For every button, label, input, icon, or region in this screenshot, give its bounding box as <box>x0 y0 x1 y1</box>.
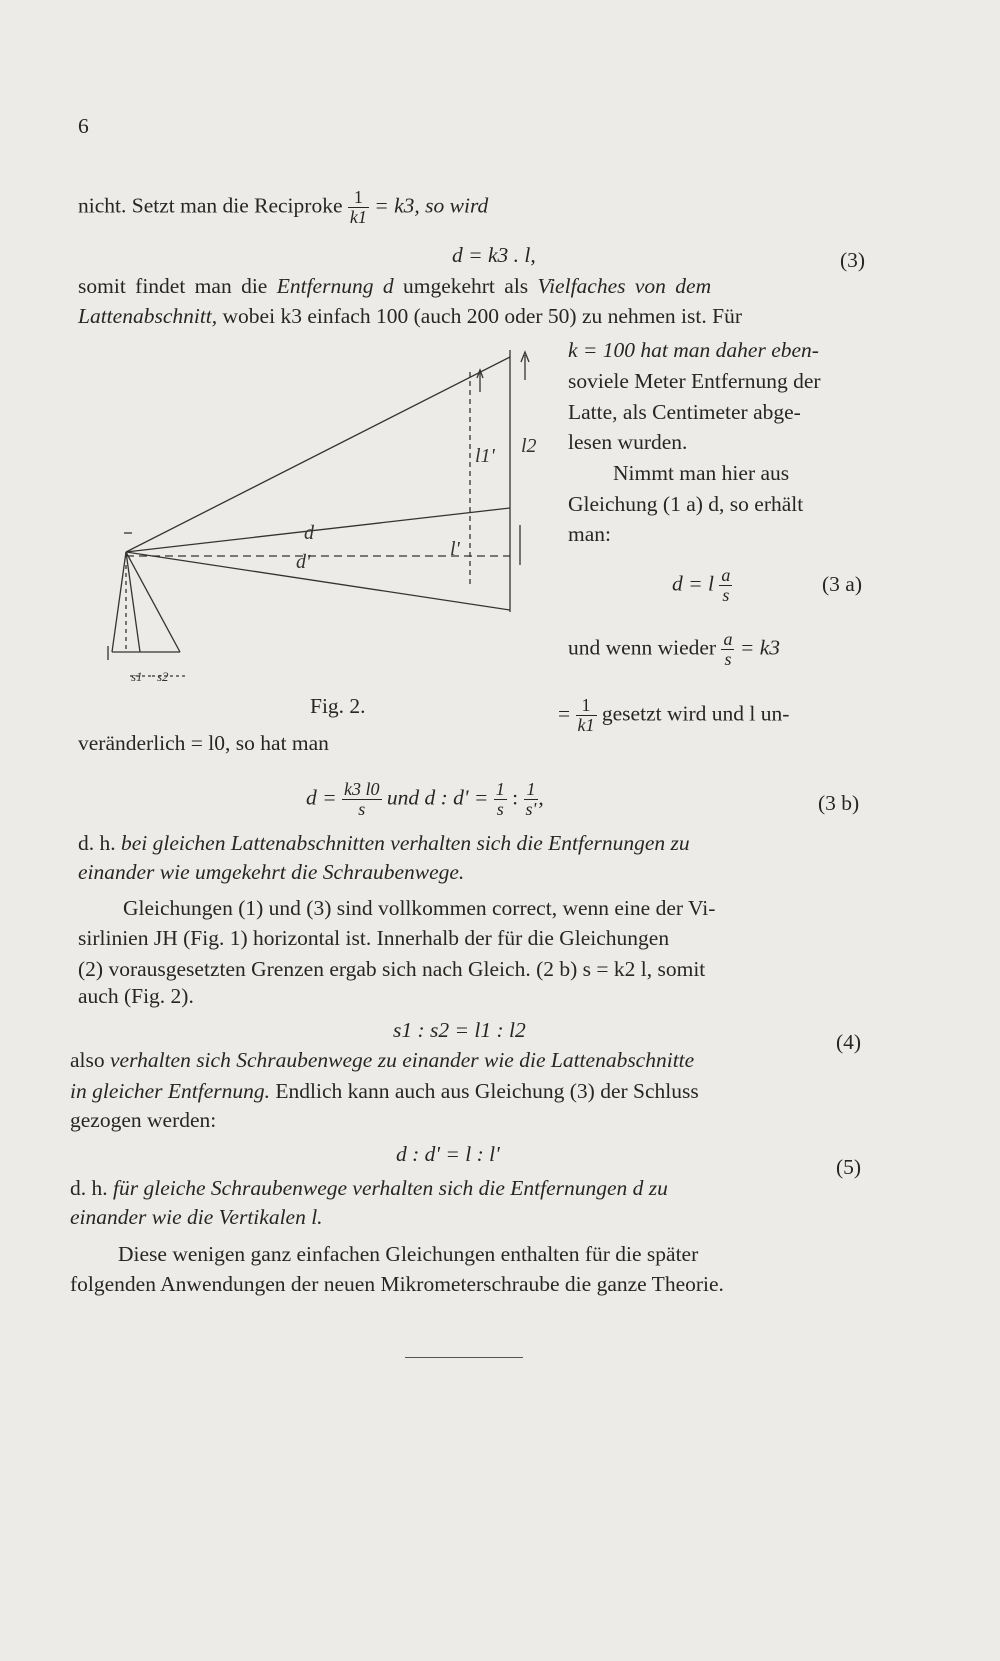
figure-label-l1-prime: l1' <box>475 445 495 467</box>
text-line-23: d. h. für gleiche Schraubenwege verhalten sich die Entfernungen d zu <box>70 1176 668 1200</box>
text-line-21: gezogen werden: <box>70 1108 217 1132</box>
right-line-5: Nimmt man hier aus <box>613 461 790 485</box>
text-line-16: (2) vorausgesetzten Grenzen ergab sich nach Gleich. (2 b) s = k2 l, somit <box>78 957 706 981</box>
figure-label-l-prime: l' <box>450 538 460 560</box>
figure-label-d: d <box>304 522 314 544</box>
closing-rule <box>405 1357 523 1358</box>
equation-4: s1 : s2 = l1 : l2 <box>393 1018 526 1042</box>
text-line-17: auch (Fig. 2). <box>78 984 194 1008</box>
text-line-4: Lattenabschnitt, wobei k3 einfach 100 (auch 200 oder 50) zu nehmen ist. Für <box>78 304 742 328</box>
equation-number-3: (3) <box>840 248 866 272</box>
equation-3a: d = l $\frac{a}{s}$ <box>672 565 731 605</box>
text-line-25: Diese wenigen ganz einfachen Gleichungen enthalten für die später <box>118 1242 699 1266</box>
figure-label-s2: s2 <box>157 669 169 684</box>
figure-caption: Fig. 2. <box>310 694 366 718</box>
text-line-24: einander wie die Vertikalen l. <box>70 1205 323 1229</box>
text-line-19: also verhalten sich Schraubenwege zu einander wie die Lattenabschnitte <box>70 1048 695 1072</box>
text-line-1: nicht. Setzt man die Reciproke $\frac{1}{k1}$ = k3, so wird <box>78 187 489 227</box>
equation-number-3a: (3 a) <box>822 572 862 596</box>
text-line-13: einander wie umgekehrt die Schraubenwege. <box>78 860 465 884</box>
fraction-reciprocal: $\frac{1}{k1}$ <box>349 187 367 227</box>
equation-3: d = k3 . l, <box>452 243 536 267</box>
page-number: 6 <box>78 114 89 138</box>
equation-3b: d = $\frac{k3 l0}{s}$ und d : d' = $\frac{1}{s}$ : $\frac{1}{s'}$ , <box>306 779 544 819</box>
text-line-20: in gleicher Entfernung. Endlich kann auch aus Gleichung (3) der Schluss <box>70 1079 699 1103</box>
equation-number-5: (5) <box>836 1155 862 1179</box>
figure-label-l2: l2 <box>521 435 537 457</box>
right-line-1: k = 100 hat man daher eben- <box>568 338 819 362</box>
equation-number-4: (4) <box>836 1030 862 1054</box>
figure-label-s1: s1 <box>131 669 143 684</box>
text-line-10: veränderlich = l0, so hat man <box>78 731 329 755</box>
right-line-8: und wenn wieder $\frac{a}{s}$ = k3 <box>568 629 781 669</box>
text-line-26: folgenden Anwendungen der neuen Mikrometerschraube die ganze Theorie. <box>70 1272 724 1296</box>
right-line-4: lesen wurden. <box>568 430 688 454</box>
right-line-7: man: <box>568 522 611 546</box>
equation-number-3b: (3 b) <box>818 791 860 815</box>
text-line-12: d. h. bei gleichen Lattenabschnitten verhalten sich die Entfernungen zu <box>78 831 690 855</box>
text-line-15: sirlinien JH (Fig. 1) horizontal ist. Innerhalb der für die Gleichungen <box>78 926 670 950</box>
right-line-9: = $\frac{1}{k1}$ gesetzt wird und l un- <box>558 695 790 735</box>
figure-label-d-prime: d' <box>296 551 311 573</box>
text-line-14: Gleichungen (1) und (3) sind vollkommen correct, wenn eine der Vi- <box>123 896 716 920</box>
right-line-3: Latte, als Centimeter abge- <box>568 400 801 424</box>
text-line-3: somit findet man die Entfernung d umgekehrt als Vielfaches von dem <box>78 274 712 298</box>
equation-5: d : d' = l : l' <box>396 1142 500 1166</box>
right-line-6: Gleichung (1 a) d, so erhält <box>568 492 804 516</box>
right-line-2: soviele Meter Entfernung der <box>568 369 821 393</box>
